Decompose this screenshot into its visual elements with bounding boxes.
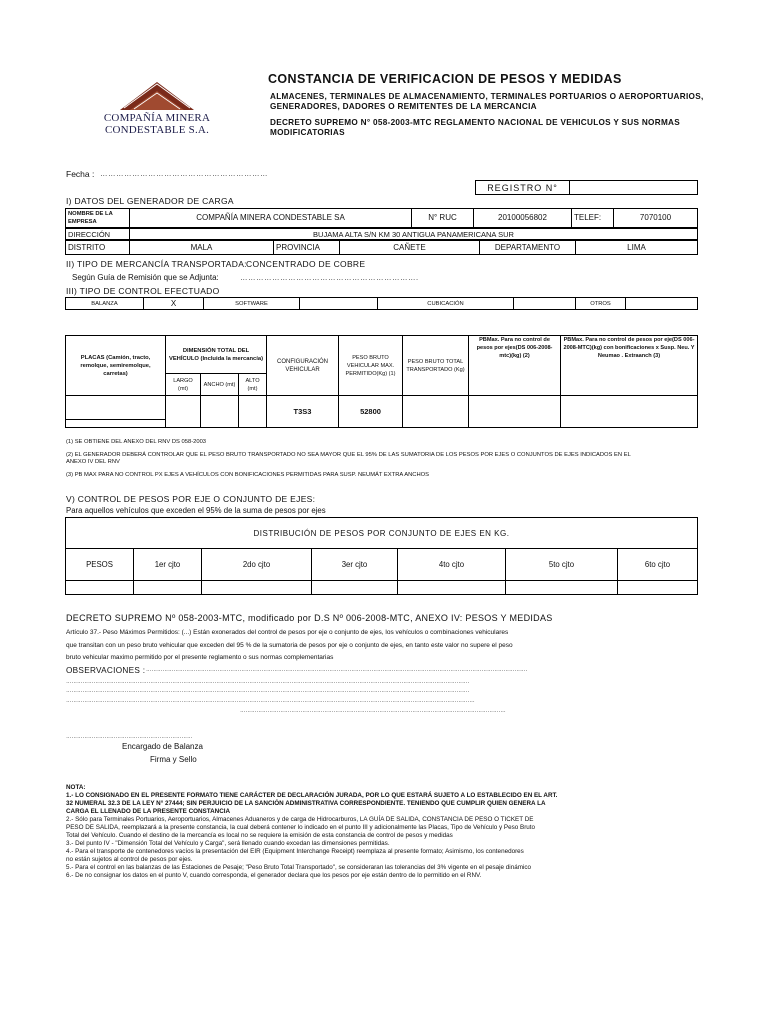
cubicacion-label: CUBICACIÓN [378,298,514,310]
departamento-label: DEPARTAMENTO [480,241,576,255]
ancho-cell[interactable] [201,396,239,428]
telef-label: TELEF: [572,209,614,228]
distrito-label: DISTRITO [66,241,130,255]
config-value: T3S3 [267,396,339,428]
cjto-6-cell[interactable] [618,581,698,595]
col-3er: 3er cjto [312,549,398,581]
placas-header: PLACAS (Camión, tracto, remolque, semiremolque, carretas) [66,336,166,396]
direccion-value: BUJAMA ALTA S/N KM 30 ANTIGUA PANAMERICANA SUR [130,229,698,240]
col-4to: 4to cjto [398,549,506,581]
mountain-logo-icon [120,82,194,112]
fecha-label: Fecha : [66,169,95,179]
logo-text-line1: COMPAÑÍA MINERA [103,112,211,124]
note-6: 6.- De no consignar los datos en el punto V, cuando corresponda, el generador declara que los pesos por eje están dentro de lo permitido en el RNV. [66,872,482,879]
registro-label: REGISTRO N° [476,181,570,195]
direccion-label: DIRECCIÓN [66,229,130,240]
pbmax2-header: PBMax. Para no control de pesos por ejes(DS 006-2008-mtc)(kg) (2) [469,336,561,396]
peso-max-value: 52800 [339,396,403,428]
empresa-label: NOMBRE DE LA EMPRESA [66,209,130,228]
direccion-row [65,228,698,240]
cjto-5-cell[interactable] [506,581,618,595]
logo-text-line2: CONDESTABLE S.A. [104,124,210,136]
page-title: CONSTANCIA DE VERIFICACION DE PESOS Y MEDIDAS [268,72,622,86]
largo-header: LARGO (mt) [166,374,201,396]
header-decree: DECRETO SUPREMO N° 058-2003-MTC REGLAMENTO NACIONAL DE VEHICULOS Y SUS NORMAS MODIFICATORIAS [270,118,681,137]
signature-label-1: Encargado de Balanza [122,742,203,751]
col-5to: 5to cjto [506,549,618,581]
fecha-field[interactable]: ……………………………………………………… [100,169,268,178]
company-logo [92,82,222,144]
axle-weight-table [65,517,698,595]
vehicle-table [65,335,698,428]
dimension-header: DIMENSIÓN TOTAL DEL VEHÍCULO (Incluida la mercancía) [166,336,267,374]
distrito-row [65,240,698,255]
registro-box [475,180,698,195]
provincia-value: CAÑETE [340,241,480,255]
control-type-row [65,297,698,310]
col-1er: 1er cjto [134,549,202,581]
cubicacion-checkbox[interactable] [514,298,576,310]
ruc-value: 20100056802 [474,209,572,228]
footnote-2b: ANEXO IV DEL RNV [66,459,120,465]
section-1-title: I) DATOS DEL GENERADOR DE CARGA [66,196,234,206]
obs-line-1[interactable]: ………………………………………………………………………………………………………………………………………………………………………………………. [146,667,528,673]
obs-line-3[interactable]: …………………………………………………………………………………………………………………………………………………………………………………………………. [66,688,470,694]
cjto-3-cell[interactable] [312,581,398,595]
otros-label: OTROS [576,298,626,310]
cjto-1-cell[interactable] [134,581,202,595]
section-2-title: II) TIPO DE MERCANCÍA TRANSPORTADA: [66,259,247,269]
notes-title: NOTA: [66,784,86,791]
guia-field[interactable]: …………………………………………………………. [240,273,419,282]
alto-cell[interactable] [239,396,267,428]
peso-trans-header: PESO BRUTO TOTAL TRANSPORTADO (Kg) [403,336,469,396]
note-2c: Total del Vehículo. Cuando el destino de la mercancía es local no se requiere la emisión de esta constancia de control de pesos y medidas [66,832,453,839]
cjto-4-cell[interactable] [398,581,506,595]
footnote-2: (2) EL GENERADOR DEBERÁ CONTROLAR QUE EL PESO BRUTO TRANSPORTADO NO SEA MAYOR QUE EL 95% DE LAS SUMATORIA DE LOS PESOS POR EJES O CONJUNTOS DE EJES INDICADOS EN EL [66,452,631,458]
ruc-label: N° RUC [412,209,474,228]
note-2b: PESO DE SALIDA, reemplazará a la presente constancia, la cual deberá contener lo indicado en el punto III y adicionalmente las Placas, Tipo de Vehículo y Peso Bruto [66,824,536,831]
distrito-value: MALA [130,241,274,255]
axle-table-title: DISTRIBUCIÓN DE PESOS POR CONJUNTO DE EJES EN KG. [66,518,698,549]
note-1b: 32 NUMERAL 32.3 DE LA LEY N° 27444; SIN PERJUICIO DE LA SANCIÓN ADMINISTRATIVA CORRESPONDIENTE. TENIENDO QUE CUMPLIR QUIEN GENERA LA [66,800,546,807]
decreto-title: DECRETO SUPREMO Nº 058-2003-MTC, modificado por D.S Nº 006-2008-MTC, ANEXO IV: PESOS Y MEDIDAS [66,613,553,623]
peso-trans-cell[interactable] [403,396,469,428]
cjto-2-cell[interactable] [202,581,312,595]
decreto-line-3: bruto vehicular maximo permitido por el presente reglamento o sus normas complementarias [66,654,334,661]
peso-max-header: PESO BRUTO VEHICULAR MAX. PERMITIDO(Kg) (1) [339,336,403,396]
empresa-row [65,208,698,228]
header-subtitle: ALMACENES, TERMINALES DE ALMACENAMIENTO, TERMINALES PORTUARIOS O AEROPORTUARIOS, GENERADORES, DADORES O REMITENTES DE LA MERCANCIA [270,92,704,111]
footnote-1: (1) SE OBTIENE DEL ANEXO DEL RNV DS 058-2003 [66,439,207,445]
pbmax3-cell[interactable] [561,396,698,428]
pbmax2-cell[interactable] [469,396,561,428]
software-checkbox[interactable] [300,298,378,310]
provincia-label: PROVINCIA [274,241,340,255]
mercancia-value: CONCENTRADO DE COBRE [246,259,366,269]
departamento-value: LIMA [576,241,698,255]
pesos-cell[interactable] [66,581,134,595]
config-header: CONFIGURACIÓN VEHICULAR [267,336,339,396]
placas-cell[interactable] [66,396,166,428]
note-4b: no están sujetos al control de pesos por ejes. [66,856,193,863]
empresa-value: COMPAÑÍA MINERA CONDESTABLE SA [130,209,412,228]
guia-label: Según Guía de Remisión que se Adjunta: [72,273,219,282]
largo-cell[interactable] [166,396,201,428]
alto-header: ALTO (mt) [239,374,267,396]
obs-line-5[interactable]: ………………………………………………………………………………………………………………………………. [240,708,506,714]
decreto-line-2: que transitan con un peso bruto vehicular que exceden del 95 % de la sumatoria de pesos por eje o conjunto de ejes, en tanto este valor no supere el peso [66,642,513,649]
ancho-header: ANCHO (mt) [201,374,239,396]
signature-line[interactable]: …………………………………………………………… [66,734,193,740]
col-pesos: PESOS [66,549,134,581]
footnote-3: (3) PB MAX PARA NO CONTROL PX EJES A VEHÍCULOS CON BONIFICACIONES PERMITIDAS PARA SUSP. NEUMÁT EXTRA ANCHOS [66,472,430,478]
section-5-title: V) CONTROL DE PESOS POR EJE O CONJUNTO DE EJES: [66,494,316,504]
registro-field[interactable] [570,181,698,195]
pbmax3-header: PBMax. Para no control de pesos por eje(DS 006-2008-MTC)(kg) con bonificaciones x Susp. Neu. Y Neumao . Extraanch (3) [561,336,698,396]
note-3: 3.- Del punto IV - "Dimensión Total del Vehículo y Carga", será llenado cuando excedan las dimensiones permitidas. [66,840,390,847]
note-1a: 1.- LO CONSIGNADO EN EL PRESENTE FORMATO TIENE CARÁCTER DE DECLARACIÓN JURADA, POR LO QUE ESTARÁ SUJETO A LO ESTABLECIDO EN EL ART. [66,792,558,799]
section-3-title: III) TIPO DE CONTROL EFECTUADO [66,286,220,296]
col-2do: 2do cjto [202,549,312,581]
telef-value: 7070100 [614,209,698,228]
note-2a: 2.- Sólo para Terminales Portuarios, Aeroportuarios, Almacenes Aduaneros y de carga de Hidrocarburos, LA GUÍA DE SALIDA, CONSTANCIA DE PESO O TICKET DE [66,816,534,823]
balanza-checkbox[interactable]: X [144,298,204,310]
balanza-label: BALANZA [66,298,144,310]
decreto-line-1: Artículo 37.- Peso Máximos Permitidos: (...) Están exonerados del control de pesos por eje o conjunto de ejes, los vehículos o combinaciones vehiculares [66,629,509,636]
otros-checkbox[interactable] [626,298,698,310]
note-4a: 4.- Para el transporte de contenedores vacíos la presentación del EIR (Equipment Interchange Receipt) reemplaza al presente formato; Asimismo, los contenedores [66,848,524,855]
obs-line-2[interactable]: …………………………………………………………………………………………………………………………………………………………………………………………………. [66,679,470,685]
note-1c: CARGA EL LLENADO DE LA PRESENTE CONSTANCIA [66,808,231,815]
section-5-subtitle: Para aquellos vehículos que exceden el 95% de la suma de pesos por ejes [66,506,326,515]
obs-line-4[interactable]: ……………………………………………………………………………………………………………………………………………………………………………………………………. [66,698,475,704]
note-5: 5.- Para el control en las balanzas de las Estaciones de Pesaje; "Peso Bruto Total Transportado", se consideraran las tolerancias del 3% vigente en el pesaje dinámico [66,864,531,871]
placa-field-1[interactable] [66,404,165,420]
software-label: SOFTWARE [204,298,300,310]
signature-label-2: Firma y Sello [150,755,197,764]
col-6to: 6to cjto [618,549,698,581]
obs-label: OBSERVACIONES : [66,666,146,675]
